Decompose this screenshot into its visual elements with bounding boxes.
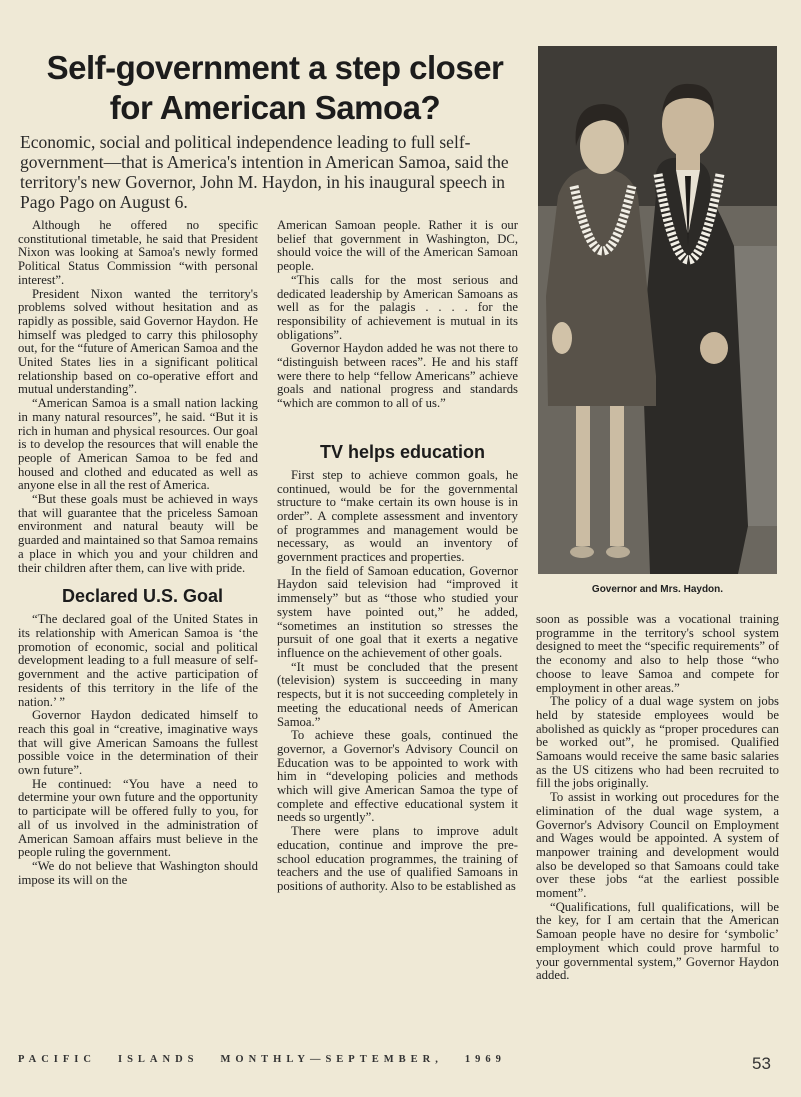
paragraph: Governor Haydon added he was not there to “distinguish between races”. He and his staff were there to help “fellow Americans” achieve goals and national progress and standards “which are common to all of us.” — [277, 341, 518, 411]
paragraph: “It must be concluded that the present (television) system is succeeding in many respects, but it is not succeeding completely in meeting the educational needs of American Samoa.” — [277, 659, 518, 729]
paragraph: To assist in working out procedures for the elimination of the dual wage system, a Governor's Advisory Council on Employment and Wages would be appointed. A system of manpower training and development would also be developed so that Samoans could take over these jobs “at the earliest possible moment”. — [536, 790, 779, 901]
article-title — [30, 48, 520, 128]
title-line-1: Self-government a step closer — [46, 49, 504, 86]
photo-illustration — [538, 46, 777, 574]
paragraph: “The declared goal of the United States in its relationship with American Samoa is ‘the promotion of economic, social and political development leading to a full measure of self-government and the active participation of residents of this territory in the life of the nation.’ ” — [18, 612, 258, 709]
paragraph: In the field of Samoan education, Governor Haydon said television had “improved it immensely” but as “those who studied your system have pointed out,” he added, “sometimes an institution so stresses the pursuit of one goal that it exerts a negative influence on the achievement of other goals. — [277, 563, 518, 660]
paragraph: soon as possible was a vocational training programme in the territory's school system designed to meet the “specific requirements” of the economy and also to help those “who choose to leave Samoa and compete for employment in other areas.” — [536, 612, 779, 695]
column-3 — [536, 613, 779, 983]
column-1 — [18, 219, 258, 887]
section-heading: TV helps education — [320, 441, 486, 462]
paragraph: Governor Haydon dedicated himself to reach this goal in “creative, imaginative ways that will give American Samoans the fullest possible voice in the determination of their own future”. — [18, 708, 258, 778]
page-number: 53 — [752, 1054, 771, 1073]
footer-publication-1: PACIFIC — [18, 1054, 96, 1065]
paragraph: “This calls for the most serious and dedicated leadership by American Samoans as well as for the palagis . . . . for the responsibility of achievement is mutual in its obligations”. — [277, 272, 518, 342]
lead-paragraph — [20, 132, 525, 212]
paragraph: “American Samoa is a small nation lacking in many natural resources”, he said. “But it is rich in human and physical resources. Our goal is to develop the resources that will enable the people of American Samoa to be fed and housed and clothed and educated as well as anyone else in all the rest of America. — [18, 396, 258, 493]
paragraph: “We do not believe that Washington should impose its will on the — [18, 858, 258, 887]
paragraph: He continued: “You have a need to determine your own future and the opportunity to participate will be offered fully to you, for all of us involved in the administration of American Samoan affairs must believe in the people ruling the government. — [18, 776, 258, 860]
governor-photo — [538, 46, 777, 574]
footer-issue: MONTHLY—SEPTEMBER, — [220, 1054, 443, 1065]
paragraph: President Nixon wanted the territory's problems solved without hesitation and as rapidly as possible, said Governor Haydon. He himself was pledged to carry this philosophy out, for the “future of American Samoa and the United States lies in a significant political relationship based on co-operative effort and mutual understanding”. — [18, 286, 258, 397]
footer-publication-2: ISLANDS — [117, 1054, 199, 1065]
footer-year: 1969 — [464, 1054, 506, 1065]
paragraph: To achieve these goals, continued the governor, a Governor's Advisory Council on Education was to be appointed to work with him in “developing policies and methods which will give American Samoa the type of complete and effective educational system it needs so urgently”. — [277, 728, 518, 825]
paragraph: American Samoan people. Rather it is our belief that government in Washington, DC, should voice the will of the American Samoan people. — [277, 218, 518, 274]
paragraph: There were plans to improve adult education, continue and improve the pre-school education programmes, the training of teachers and the use of qualified Samoans in positions of authority. Also to be established as — [277, 824, 518, 893]
paragraph: “But these goals must be achieved in ways that will guarantee that the priceless Samoan environment and natural beauty will be guarded and maintained so that Samoa remains a place in which you and your children and their children after them, can live with pride. — [18, 492, 258, 575]
lead-text: Economic, social and political independence leading to full self-government—that is America's intention in American Samoa, said the territory's new Governor, John M. Haydon, in his inaugural speech in Pago Pago on August 6. — [20, 132, 509, 212]
paragraph: The policy of a dual wage system on jobs held by stateside employees would be abolished as quickly as “proper procedures can be worked out”, he promised. Qualified Samoans would receive the same basic salaries as the US citizens who had been recruited to fill the jobs originally. — [536, 694, 779, 791]
title-line-2: for American Samoa? — [109, 89, 441, 126]
paragraph: First step to achieve common goals, he continued, would be for the governmental structure to “make certain its own house is in order”. A complete assessment and inventory of programmes and management would be necessary, as would an inventory of government practices and properties. — [277, 467, 518, 565]
page-footer — [18, 1054, 738, 1065]
photo-caption: Governor and Mrs. Haydon. — [591, 584, 724, 595]
paragraph: “Qualifications, full qualifications, will be the key, for I am certain that the American Samoan people have no desire for ‘symbolic’ employment which could prove harmful to your governmental system,” Governor Haydon added. — [536, 899, 779, 983]
column-2 — [277, 219, 518, 894]
section-heading: Declared U.S. Goal — [62, 586, 224, 607]
paragraph: Although he offered no specific constitutional timetable, he said that President Nixon was looking at Samoa's newly formed Political Status Commission “with personal interest”. — [18, 218, 258, 287]
